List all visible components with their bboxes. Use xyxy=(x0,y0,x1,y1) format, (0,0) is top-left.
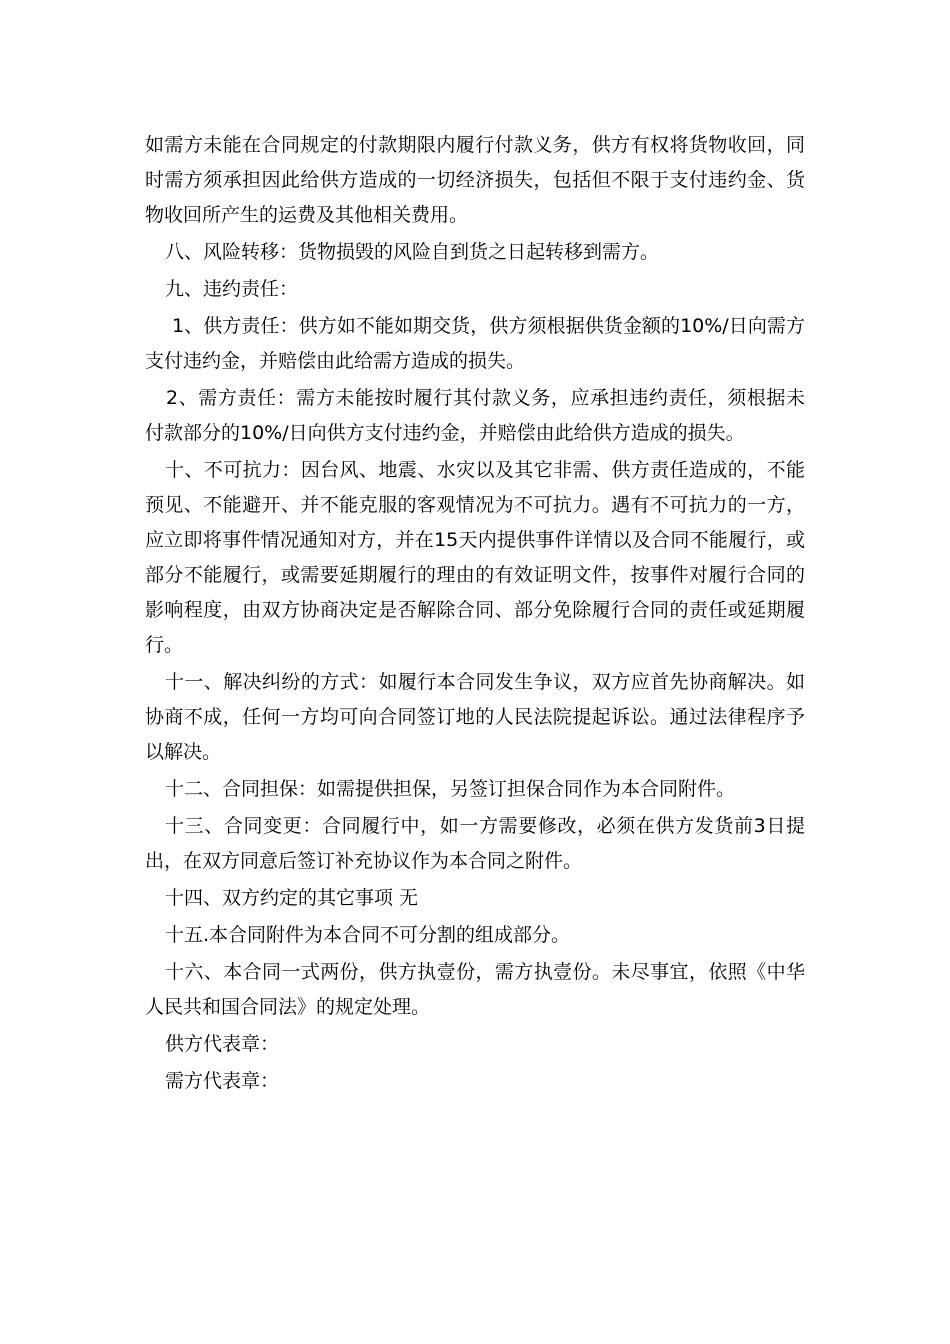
paragraph-other-matters: 十四、双方约定的其它事项 无 xyxy=(165,887,419,909)
paragraph-payment-default: 如需方未能在合同规定的付款期限内履行付款义务，供方有权将货物收回，同时需方须承担因此给供方造成的一切经济损失，包括但不限于支付违约金、货物收回所产生的运费及其他相关费用。 xyxy=(145,134,805,226)
paragraph-buyer-liability: 2、需方责任：需方未能按时履行其付款义务，应承担违约责任，须根据未付款部分的10%/日向供方支付违约金，并赔偿由此给供方造成的损失。 xyxy=(145,387,805,444)
paragraph-attachments: 十五.本合同附件为本合同不可分割的组成部分。 xyxy=(165,924,571,946)
paragraph-supplier-liability: 1、供方责任：供方如不能如期交货，供方须根据供货金额的10%/日向需方支付违约金，并赔偿由此给需方造成的损失。 xyxy=(145,315,805,372)
paragraph-risk-transfer: 八、风险转移：货物损毁的风险自到货之日起转移到需方。 xyxy=(165,241,660,263)
supplier-seal-label: 供方代表章： xyxy=(165,1033,280,1055)
paragraph-guarantee: 十二、合同担保：如需提供担保，另签订担保合同作为本合同附件。 xyxy=(165,778,736,800)
paragraph-dispute-resolution: 十一、解决纠纷的方式：如履行本合同发生争议，双方应首先协商解决。如协商不成，任何一方均可向合同签订地的人民法院提起诉讼。通过法律程序予以解决。 xyxy=(145,671,805,763)
paragraph-force-majeure: 十、不可抗力：因台风、地震、水灾以及其它非需、供方责任造成的，不能预见、不能避开、并不能克服的客观情况为不可抗力。遇有不可抗力的一方，应立即将事件情况通知对方，并在15天内提供事件详情以及合同不能履行，或部分不能履行，或需要延期履行的理由的有效证明文件，按事件对履行合同的影响程度，由双方协商决定是否解除合同、部分免除履行合同的责任或延期履行。 xyxy=(145,459,805,656)
paragraph-liability-heading: 九、违约责任： xyxy=(165,278,299,300)
paragraph-copies: 十六、本合同一式两份，供方执壹份，需方执壹份。未尽事宜，依照《中华人民共和国合同法》的规定处理。 xyxy=(145,961,805,1018)
document-body xyxy=(145,128,805,1101)
paragraph-contract-change: 十三、合同变更：合同履行中，如一方需要修改，必须在供方发货前3日提出，在双方同意后签订补充协议作为本合同之附件。 xyxy=(145,815,805,872)
buyer-seal-label: 需方代表章： xyxy=(165,1070,280,1092)
